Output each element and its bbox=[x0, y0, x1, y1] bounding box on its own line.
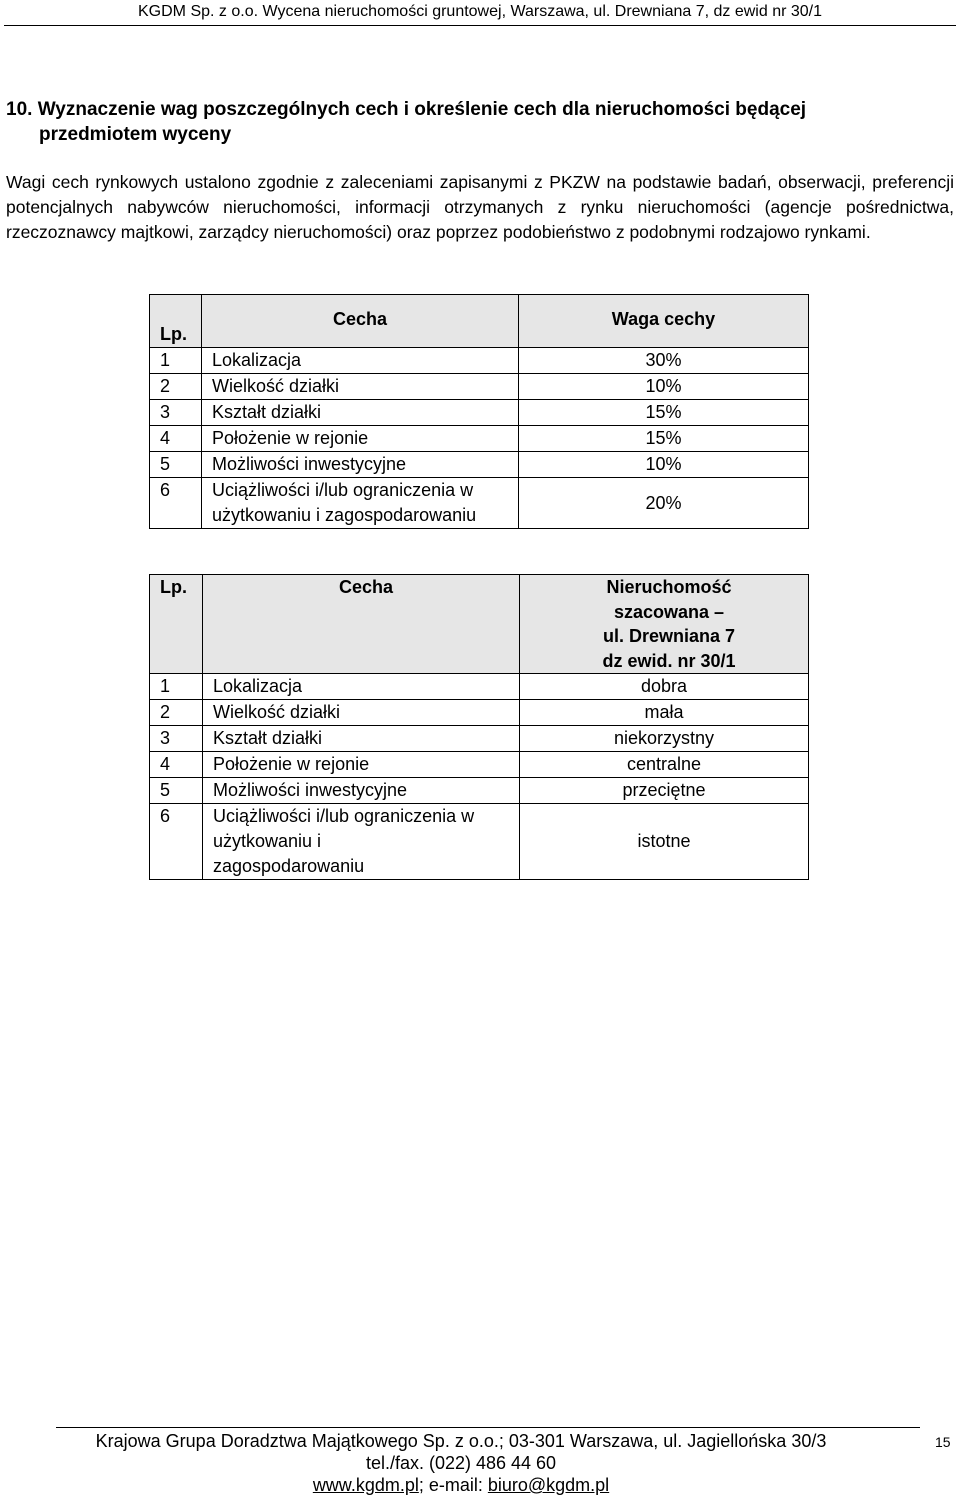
row-weight: 15% bbox=[519, 400, 809, 426]
header-weight: Waga cechy bbox=[519, 295, 809, 348]
header-property-line: szacowana – bbox=[613, 601, 725, 622]
footer-separator: ; e-mail: bbox=[418, 1475, 488, 1495]
row-lp: 4 bbox=[150, 426, 202, 452]
row-feature-line: Uciążliwości i/lub ograniczenia w bbox=[212, 480, 474, 500]
row-feature: Wielkość działki bbox=[203, 700, 520, 726]
row-lp: 4 bbox=[150, 752, 203, 778]
features-table bbox=[149, 574, 809, 880]
table-row bbox=[150, 348, 809, 374]
header-property bbox=[520, 575, 809, 674]
intro-paragraph: Wagi cech rynkowych ustalono zgodnie z zaleceniami zapisanymi z PKZW na podstawie badań, obserwacji, preferencji potencjalnych nabywców nieruchomości, informacji otrzymanych z rynku nieruchomości (agencje pośrednictwa, rzeczoznawcy majtkowi, zarządcy nieruchomości) oraz poprzez podobieństwo z podobnymi rodzajowo rynkami. bbox=[6, 172, 954, 242]
row-value: przeciętne bbox=[520, 778, 809, 804]
row-lp: 6 bbox=[150, 804, 203, 880]
page-footer bbox=[56, 1430, 866, 1496]
row-feature: Położenie w rejonie bbox=[202, 426, 519, 452]
row-feature: Możliwości inwestycyjne bbox=[203, 778, 520, 804]
page-header: KGDM Sp. z o.o. Wycena nieruchomości gruntowej, Warszawa, ul. Drewniana 7, dz ewid nr 30/1 bbox=[138, 3, 822, 20]
header-feature: Cecha bbox=[203, 575, 520, 674]
table-row bbox=[150, 778, 809, 804]
header-property-line: dz ewid. nr 30/1 bbox=[602, 650, 736, 671]
row-feature: Wielkość działki bbox=[202, 374, 519, 400]
table-row bbox=[150, 804, 809, 880]
row-value: istotne bbox=[520, 804, 809, 880]
table-row bbox=[150, 478, 809, 529]
table-row bbox=[150, 400, 809, 426]
row-lp: 2 bbox=[150, 700, 203, 726]
section-title-line1: 10. Wyznaczenie wag poszczególnych cech i określenie cech dla nieruchomości będącej bbox=[6, 99, 807, 120]
page-number: 15 bbox=[935, 1434, 951, 1450]
row-feature: Możliwości inwestycyjne bbox=[202, 452, 519, 478]
footer-phone: tel./fax. (022) 486 44 60 bbox=[365, 1453, 557, 1473]
row-feature: Lokalizacja bbox=[203, 674, 520, 700]
row-feature-line: zagospodarowaniu bbox=[213, 856, 365, 876]
row-lp: 5 bbox=[150, 452, 202, 478]
row-lp: 3 bbox=[150, 400, 202, 426]
table-row bbox=[150, 426, 809, 452]
website-link[interactable]: www.kgdm.pl bbox=[312, 1475, 419, 1495]
email-link[interactable]: biuro@kgdm.pl bbox=[487, 1475, 610, 1495]
row-lp: 1 bbox=[150, 348, 202, 374]
row-weight: 10% bbox=[519, 452, 809, 478]
header-lp: Lp. bbox=[150, 575, 203, 674]
features-table-header bbox=[150, 575, 809, 674]
row-lp: 3 bbox=[150, 726, 203, 752]
row-value: centralne bbox=[520, 752, 809, 778]
row-lp: 5 bbox=[150, 778, 203, 804]
footer-contacts bbox=[56, 1474, 866, 1496]
table-row bbox=[150, 726, 809, 752]
row-feature: Położenie w rejonie bbox=[203, 752, 520, 778]
table-row bbox=[150, 752, 809, 778]
section-title bbox=[6, 97, 954, 147]
header-divider bbox=[4, 25, 956, 26]
weights-table bbox=[149, 294, 809, 529]
row-value: dobra bbox=[520, 674, 809, 700]
footer-company: Krajowa Grupa Doradztwa Majątkowego Sp. z o.o.; 03-301 Warszawa, ul. Jagiellońska 30/3 bbox=[95, 1431, 827, 1451]
section-title-line2: przedmiotem wyceny bbox=[39, 124, 232, 145]
header-property-line: Nieruchomość bbox=[606, 577, 732, 597]
row-weight: 10% bbox=[519, 374, 809, 400]
header-property-line: ul. Drewniana 7 bbox=[602, 626, 736, 646]
row-lp: 2 bbox=[150, 374, 202, 400]
row-feature-line: użytkowaniu i bbox=[213, 831, 322, 851]
row-lp: 1 bbox=[150, 674, 203, 700]
row-value: niekorzystny bbox=[520, 726, 809, 752]
row-lp: 6 bbox=[150, 478, 202, 529]
row-feature: Lokalizacja bbox=[202, 348, 519, 374]
header-lp: Lp. bbox=[150, 295, 202, 348]
table-row bbox=[150, 674, 809, 700]
row-weight: 20% bbox=[519, 478, 809, 529]
row-weight: 15% bbox=[519, 426, 809, 452]
row-weight: 30% bbox=[519, 348, 809, 374]
footer-divider bbox=[56, 1427, 920, 1428]
header-feature: Cecha bbox=[202, 295, 519, 348]
table-row bbox=[150, 374, 809, 400]
table-row bbox=[150, 700, 809, 726]
row-value: mała bbox=[520, 700, 809, 726]
row-feature: Kształt działki bbox=[203, 726, 520, 752]
table-row bbox=[150, 452, 809, 478]
row-feature: Kształt działki bbox=[202, 400, 519, 426]
row-feature bbox=[203, 804, 520, 880]
row-feature-line: Uciążliwości i/lub ograniczenia w bbox=[213, 806, 475, 826]
weights-table-header bbox=[150, 295, 809, 348]
row-feature-line: użytkowaniu i zagospodarowaniu bbox=[212, 505, 477, 525]
row-feature bbox=[202, 478, 519, 529]
